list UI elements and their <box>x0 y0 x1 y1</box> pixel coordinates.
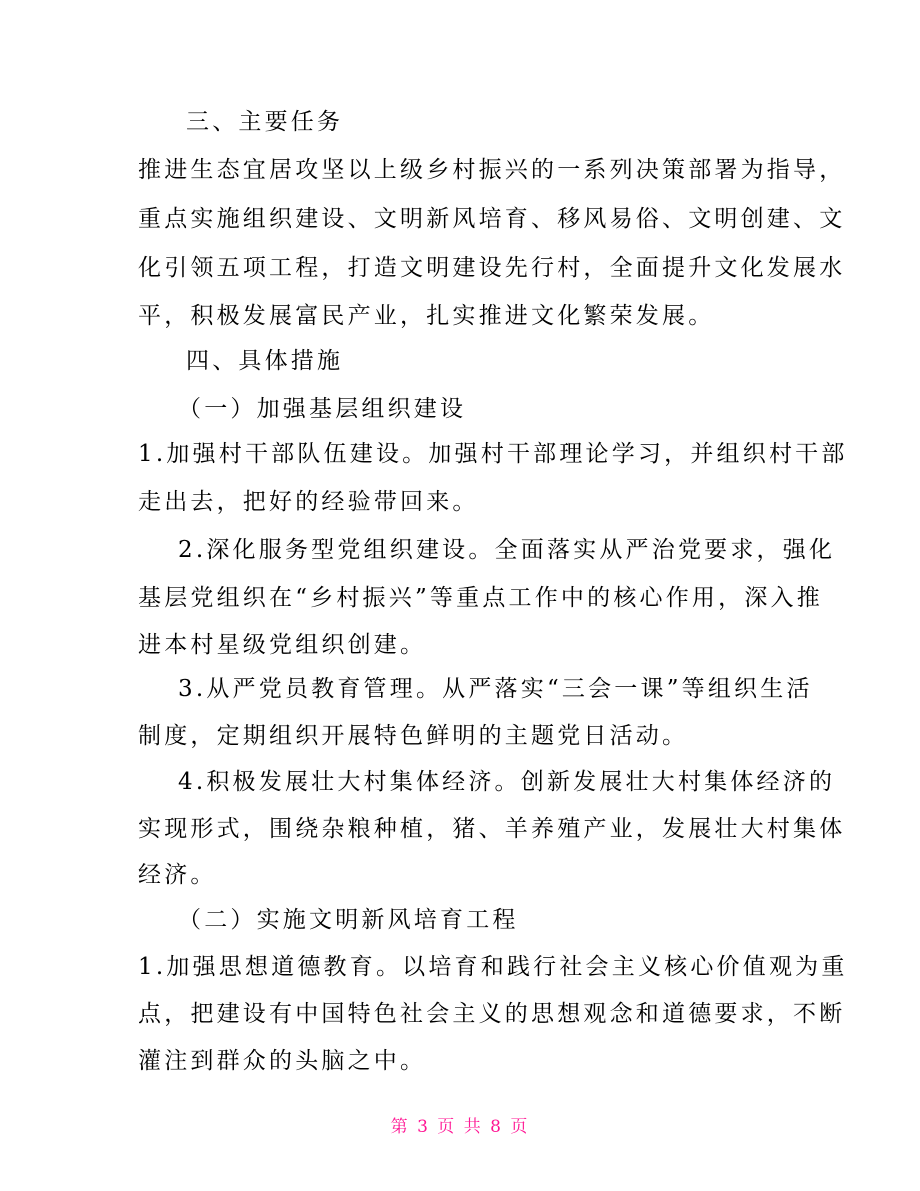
paragraph-line: 化引领五项工程，打造文明建设先行村，全面提升文化发展水 <box>138 255 846 281</box>
list-item-line: 4.积极发展壮大村集体经济。创新发展壮大村集体经济的 <box>178 769 836 795</box>
paragraph-line: 平，积极发展富民产业，扎实推进文化繁荣发展。 <box>138 303 715 329</box>
paragraph-line: 推进生态宜居攻坚以上级乡村振兴的一系列决策部署为指导， <box>138 157 846 183</box>
list-item-line: 实现形式，围绕杂粮种植，猪、羊养殖产业，发展壮大村集体 <box>138 816 846 842</box>
list-item-line: 灌注到群众的头脑之中。 <box>138 1048 427 1074</box>
list-item-line: 点，把建设有中国特色社会主义的思想观念和道德要求，不断 <box>138 1001 846 1027</box>
list-item-line: 经济。 <box>138 862 217 888</box>
subsection-heading-organization: （一）加强基层组织建设 <box>178 396 467 422</box>
list-item-line: 制度，定期组织开展特色鲜明的主题党日活动。 <box>138 723 689 749</box>
list-item-line: 3.从严党员教育管理。从严落实“三会一课”等组织生活 <box>178 676 813 702</box>
section-heading-main-tasks: 三、主要任务 <box>186 109 344 135</box>
section-heading-measures: 四、具体措施 <box>186 348 344 374</box>
list-item-line: 2.深化服务型党组织建设。全面落实从严治党要求，强化 <box>178 537 836 563</box>
page-number-footer: 第 3 页 共 8 页 <box>390 1117 530 1137</box>
list-item-line: 走出去，把好的经验带回来。 <box>138 489 479 515</box>
list-item-line: 基层党组织在“乡村振兴”等重点工作中的核心作用，深入推 <box>138 585 823 611</box>
paragraph-line: 重点实施组织建设、文明新风培育、移风易俗、文明创建、文 <box>138 206 846 232</box>
list-item-line: 进本村星级党组织创建。 <box>138 632 427 658</box>
list-item-line: 1.加强村干部队伍建设。加强村干部理论学习，并组织村干部 <box>138 441 848 467</box>
list-item-line: 1.加强思想道德教育。以培育和践行社会主义核心价值观为重 <box>138 954 848 980</box>
subsection-heading-civility: （二）实施文明新风培育工程 <box>178 907 519 933</box>
